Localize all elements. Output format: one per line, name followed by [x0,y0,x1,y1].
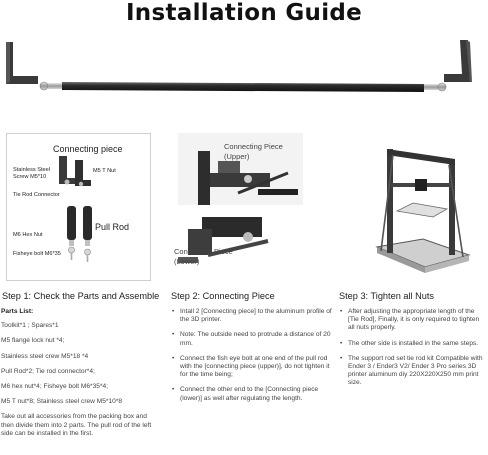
step1-content [1,308,161,445]
step3-title: Step 3: Tighten all Nuts [339,291,434,301]
step1-title: Step 1: Check the Parts and Assemble [2,291,160,301]
upper-caption-line2: (Upper) [224,152,250,161]
step1-line: Take out all accessories from the packing box and then divide them into 2 parts. The pull rod of the left side can be installed in the first. [1,413,152,437]
step3-item: • The support rod set tie rod kit Compatible with Ender 3 / Ender3 V2/ Ender 3 Pro series 3D printer aluminum diy 220X220X250 mm print size. [338,355,486,388]
step3-item: • After adjusting the appropriate length of the [Tie Rod], Finally, it is only required to tighten all nuts properly. [338,308,486,333]
pull-rod-heading: Pull Rod [95,222,130,232]
screw-label: Stainless Steel Screw M5*10 [13,167,51,180]
step3-content [338,308,486,395]
connecting-piece-heading: Connecting piece [53,144,123,154]
tnut-label: M5 T Nut [93,168,116,174]
lower-caption-line2: (Lower) [174,257,200,266]
step1-line: M5 T nut*8; Stainless steel crew M5*10*8 [1,398,123,406]
tie-connector-label: Tie Rod Connector [13,192,60,198]
printer-illustration [363,143,475,281]
step1-line: Toolkit*1 ; Spares*1 [1,322,59,330]
step2-content [170,308,333,410]
connecting-piece-upper-photo [178,133,303,205]
fisheye-label: Fisheye bolt M6*35 [13,251,61,257]
step2-item: • Intall 2 [Connecting piece] to the aluminum profile of the 3D printer. [170,308,333,324]
tie-rod-image [0,38,488,102]
step1-line: M5 flange lock nut *4; [1,337,65,345]
lower-caption-line1: Connecting Piece [174,247,233,256]
parts-panel [6,133,151,281]
step2-item: • Connect the other end to the [Connecting piece (lower)] as well after regulating the length. [170,386,333,402]
step1-line: Stainless steel crew M5*18 *4 [1,352,89,360]
step1-line: Pull Rod*2; Tie rod connector*4; [1,367,95,375]
parts-list-label: Parts List: [1,308,34,315]
step1-line: M6 hex nut*4; Fisheye bolt M6*35*4; [1,383,109,391]
page-title: Installation Guide [125,0,363,26]
step2-item: • Note: The outside need to protrude a distance of 20 mm. [170,331,333,347]
step2-title: Step 2: Connecting Piece [171,291,275,301]
hex-nut-label: M6 Hex Nut [13,232,43,238]
connecting-piece-lower-photo [174,207,303,279]
parts-illustration [7,134,152,282]
step2-item: • Connect the fish eye bolt at one end of the pull rod with the [connecting piece (upper)], do not tighten it for the time being; [170,355,333,380]
step3-item: • The other side is installed in the same steps. [338,340,486,348]
upper-caption-line1: Connecting Piece [224,142,283,151]
